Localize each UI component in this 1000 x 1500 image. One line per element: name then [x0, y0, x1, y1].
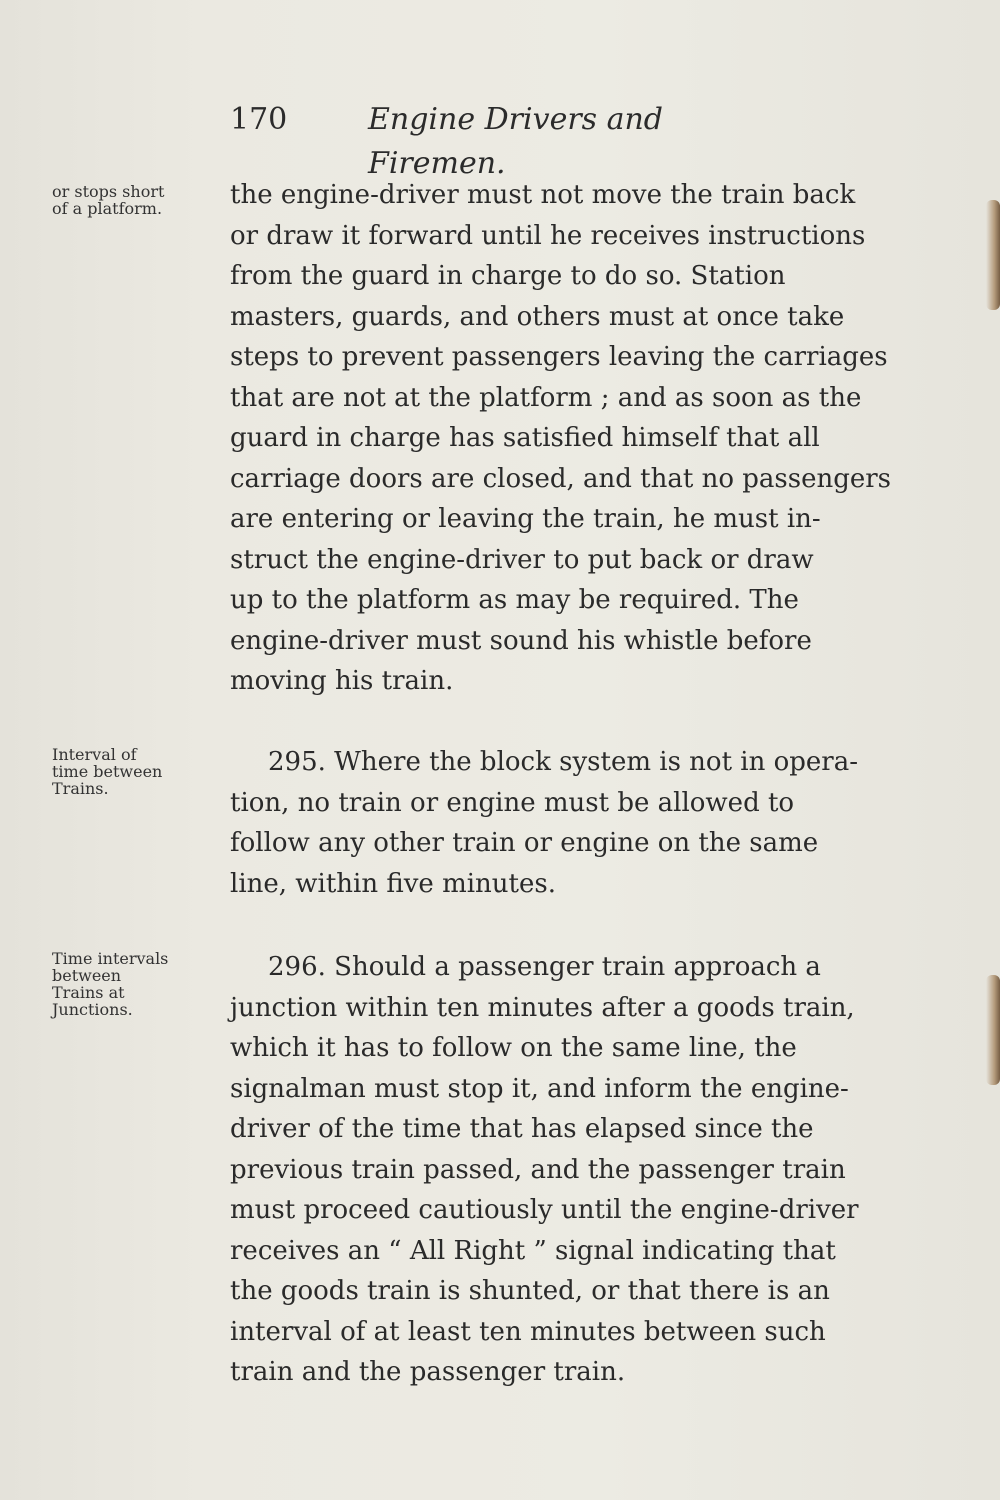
page-edge-stain [986, 975, 1000, 1085]
page-header [230, 98, 800, 181]
page-edge-stain [986, 200, 1000, 310]
margin-note-junctions: Time intervals between Trains at Junctions. [52, 949, 169, 1019]
running-title: Engine Drivers and Firemen. [368, 102, 664, 181]
page-number: 170 [230, 102, 288, 137]
margin-note-interval: Interval of time between Trains. [52, 745, 163, 798]
margin-note-platform: or stops short of a platform. [52, 182, 165, 218]
paragraph-continuation: the engine-driver must not move the train back or draw it forward until he receives instructions from the guard in charge to do so. Station masters, guards, and others must at once take steps to prevent passengers leaving the carriages that are not at the platform ; and as soon as the guard in charge has satisfied himself that all carriage doors are closed, and that no passengers are entering or leaving the train, he must in- struct the engine-driver to put back or draw up to the platform as may be required. The engine-driver must sound his whistle before moving his train. [230, 180, 892, 696]
paragraph-295: 295. Where the block system is not in opera- tion, no train or engine must be allowed to follow any other train or engine on the same line, within five minutes. [230, 747, 859, 899]
paragraph-296: 296. Should a passenger train approach a junction within ten minutes after a goods train, which it has to follow on the same line, the signalman must stop it, and inform the engine- driver of the time that has elapsed since the previous train passed, and the passenger train must proceed cautiously until the engine-driver receives an “ All Right ” signal indicating that the goods train is shunted, or that there is an interval of at least ten minutes between such train and the passenger train. [230, 952, 859, 1387]
